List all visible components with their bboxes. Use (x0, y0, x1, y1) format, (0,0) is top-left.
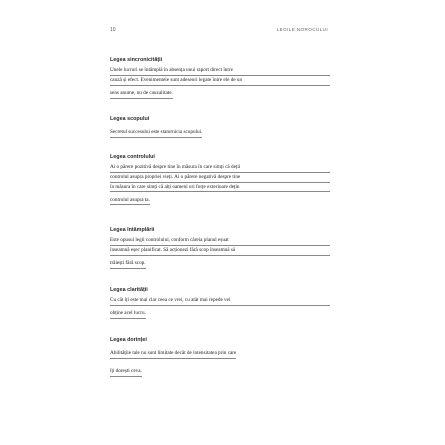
law-text-line: sens anume, nu de cauzalitate. (110, 89, 173, 99)
law-text-line: cauză și efect. Evenimentele sunt adeseori legate între ele de un (110, 76, 330, 86)
law-title: Legea scopului (110, 116, 150, 122)
law-text-line: îți dorești ceva. (110, 367, 142, 377)
law-text-line: controlul asupra ta. (110, 196, 150, 206)
law-section-control (110, 154, 330, 210)
law-section-dorinta (110, 337, 330, 382)
law-title: Legea întâmplării (110, 227, 155, 233)
law-text-line: controlul asupra propriei vieți. Ai o părere negativă despre tine (110, 173, 330, 183)
law-section-claritate (110, 287, 330, 324)
law-title: Legea sincronicității (110, 57, 163, 63)
law-text-line: înseamnă eșec planificat. Să acționezi fără scop înseamnă să (110, 246, 330, 256)
law-text-line: Abilitățile tale nu sunt limitate decât de intensitatea prin care (110, 349, 236, 359)
law-section-sincronicitate (110, 57, 330, 104)
law-section-intamplare (110, 227, 330, 274)
law-text-line: Este opusul legii controlului, conform căreia planul eșuat (110, 236, 330, 246)
law-text-line: obține acel lucru. (110, 309, 146, 319)
law-text-line: în măsura în care simți că alți oameni ori forțe exterioare dețin (110, 183, 330, 193)
page-number: 10 (110, 27, 116, 33)
law-section-scop (110, 116, 330, 143)
law-text-line: Unele lucruri se întâmplă în absența unui raport direct între (110, 66, 330, 76)
law-text-line: Ai o părere pozitivă despre tine în măsura în care simți că deții (110, 163, 330, 173)
law-title: Legea controlului (110, 154, 155, 160)
law-text-line: Secretul succesului este statornicia scopului. (110, 128, 202, 138)
law-title: Legea clarității (110, 287, 148, 293)
law-text-line: trăiești fără scop. (110, 259, 146, 269)
running-title: LEGILE NOROCULUI (276, 27, 328, 32)
law-text-line: Cu cât îți este mai clar ceea ce vrei, cu atât mai repede vei (110, 296, 330, 306)
law-title: Legea dorinței (110, 337, 147, 343)
